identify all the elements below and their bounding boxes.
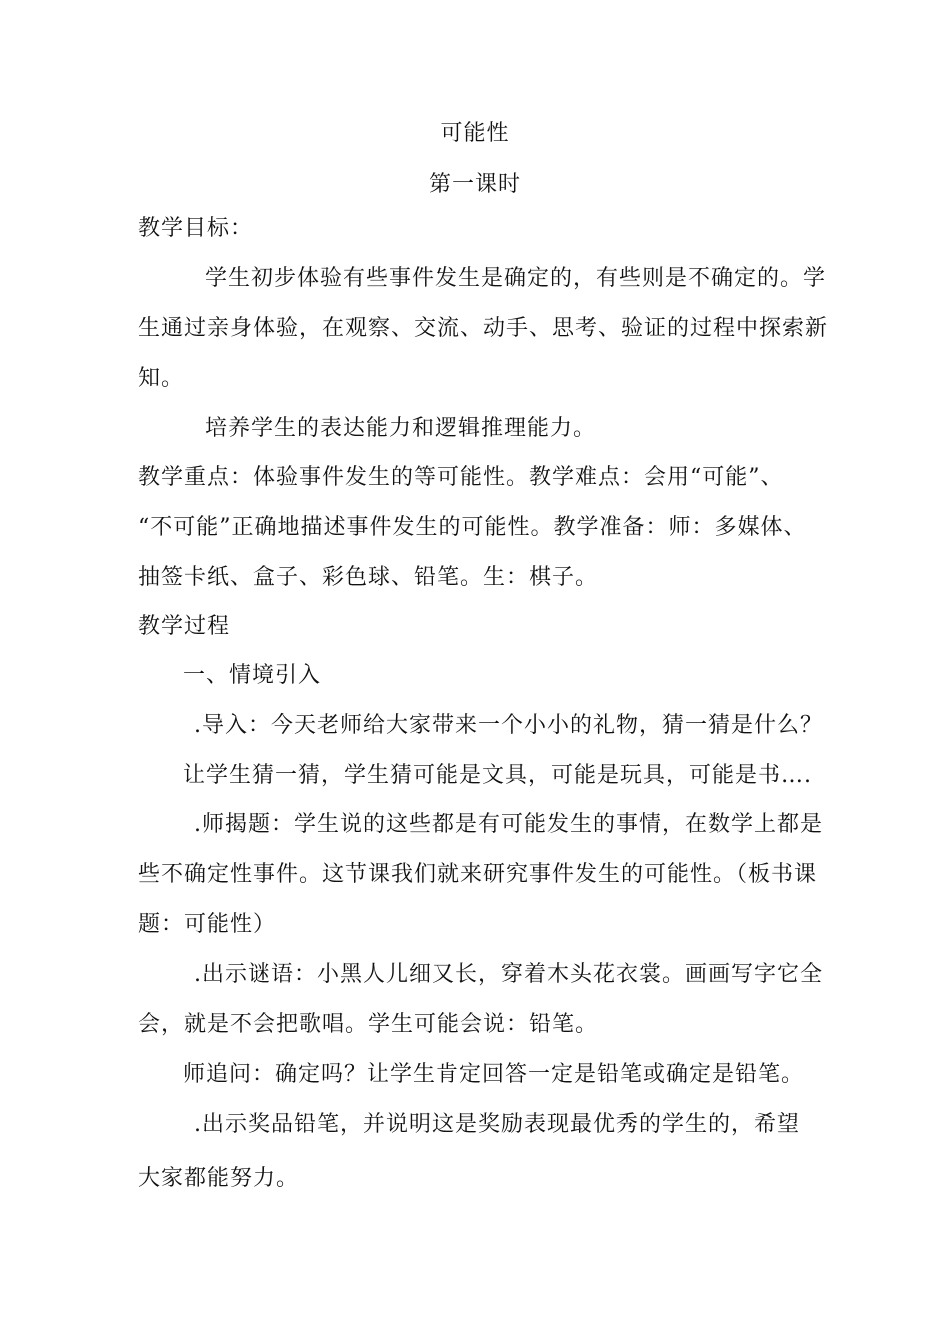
paragraph-line: 生通过亲身体验，在观察、交流、动手、思考、验证的过程中探索新 xyxy=(138,316,829,341)
paragraph-line: 培养学生的表达能力和逻辑推理能力。 xyxy=(205,416,597,441)
paragraph-line: 会，就是不会把歌唱。学生可能会说：铅笔。 xyxy=(138,1012,599,1037)
paragraph-line: 师追问：确定吗？让学生肯定回答一定是铅笔或确定是铅笔。 xyxy=(183,1062,805,1087)
paragraph-line: 让学生猜一猜，学生猜可能是文具，可能是玩具，可能是书…. xyxy=(183,763,812,788)
paragraph-line: .出示奖品铅笔，并说明这是奖励表现最优秀的学生的，希望 xyxy=(194,1112,800,1137)
section-heading-process: 教学过程 xyxy=(138,614,231,639)
paragraph-line: 学生初步体验有些事件发生是确定的，有些则是不确定的。学 xyxy=(205,266,827,291)
document-subtitle: 第一课时 xyxy=(428,172,521,197)
paragraph-line: 教学重点：体验事件发生的等可能性。教学难点：会用“可能”、 xyxy=(138,465,784,490)
paragraph-line: 些不确定性事件。这节课我们就来研究事件发生的可能性。（板书课 xyxy=(138,862,818,887)
document-title: 可能性 xyxy=(440,121,510,146)
paragraph-line: .导入：今天老师给大家带来一个小小的礼物，猜一猜是什么？ xyxy=(194,713,823,738)
paragraph-line: .师揭题：学生说的这些都是有可能发生的事情，在数学上都是 xyxy=(194,812,823,837)
paragraph-line: “不可能”正确地描述事件发生的可能性。教学准备：师：多媒体、 xyxy=(138,515,807,540)
subsection-heading: 一、情境引入 xyxy=(183,663,322,688)
paragraph-line: 知。 xyxy=(138,366,185,391)
paragraph-line: 大家都能努力。 xyxy=(138,1166,300,1191)
section-heading-objectives: 教学目标： xyxy=(138,216,254,241)
paragraph-line: .出示谜语：小黑人儿细又长，穿着木头花衣裳。画画写字它全 xyxy=(194,962,823,987)
paragraph-line: 抽签卡纸、盒子、彩色球、铅笔。生：棋子。 xyxy=(138,565,599,590)
paragraph-line: 题：可能性） xyxy=(138,912,277,937)
